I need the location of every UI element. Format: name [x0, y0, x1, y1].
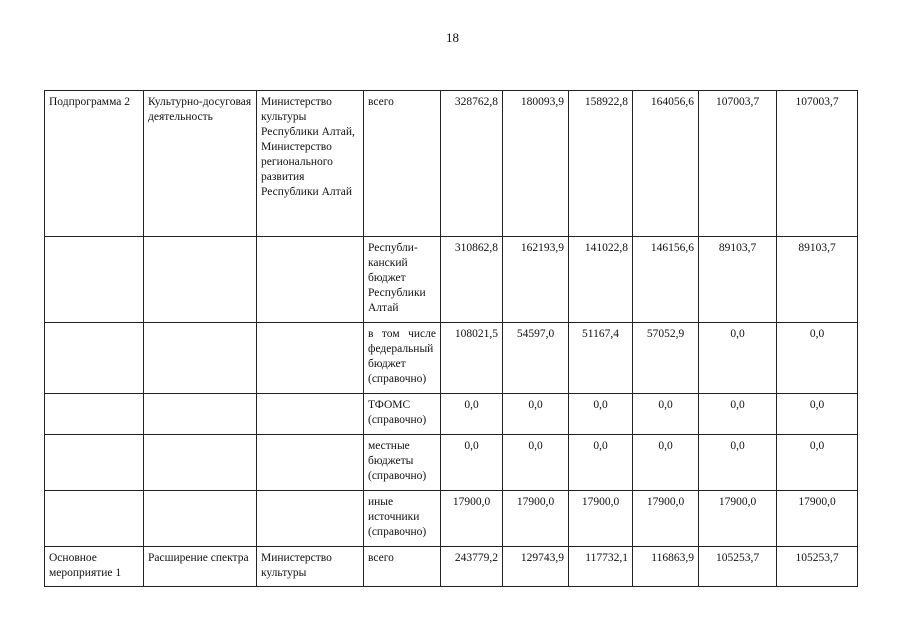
source-cell: в том числе федеральный бюджет (справочно) [364, 323, 441, 394]
executor-cell [257, 323, 364, 394]
value-cell: 146156,6 [633, 237, 699, 323]
program-cell: Подпрограмма 2 [45, 91, 144, 237]
value-cell: 107003,7 [699, 91, 777, 237]
value-cell: 158922,8 [569, 91, 633, 237]
value-cell: 117732,1 [569, 547, 633, 587]
value-cell: 116863,9 [633, 547, 699, 587]
value-cell: 17900,0 [699, 491, 777, 547]
value-cell: 328762,8 [441, 91, 503, 237]
executor-cell [257, 491, 364, 547]
page-number: 18 [446, 30, 459, 45]
program-cell [45, 394, 144, 435]
value-cell: 0,0 [633, 435, 699, 491]
program-cell [45, 491, 144, 547]
value-cell: 0,0 [569, 394, 633, 435]
value-cell: 0,0 [699, 394, 777, 435]
value-cell: 0,0 [699, 435, 777, 491]
name-cell [144, 394, 257, 435]
value-cell: 164056,6 [633, 91, 699, 237]
program-cell: Основное мероприятие 1 [45, 547, 144, 587]
value-cell: 180093,9 [503, 91, 569, 237]
value-cell: 107003,7 [777, 91, 858, 237]
value-cell: 0,0 [441, 394, 503, 435]
value-cell: 17900,0 [503, 491, 569, 547]
name-cell [144, 323, 257, 394]
name-cell: Культурно-досуговая деятельность [144, 91, 257, 237]
table-row [45, 323, 858, 394]
table-row [45, 435, 858, 491]
source-cell: Республи-канский бюджет Республики Алтай [364, 237, 441, 323]
value-cell: 0,0 [633, 394, 699, 435]
value-cell: 57052,9 [633, 323, 699, 394]
executor-cell [257, 394, 364, 435]
name-cell: Расширение спектра [144, 547, 257, 587]
table-row [45, 91, 858, 237]
value-cell: 129743,9 [503, 547, 569, 587]
program-cell [45, 237, 144, 323]
executor-cell: Министерство культуры Республики Алтай, Министерство регионального развития Республики Алтай [257, 91, 364, 237]
source-cell: иные источники (справочно) [364, 491, 441, 547]
value-cell: 0,0 [777, 394, 858, 435]
value-cell: 0,0 [569, 435, 633, 491]
table-row [45, 547, 858, 587]
source-cell: всего [364, 547, 441, 587]
value-cell: 51167,4 [569, 323, 633, 394]
value-cell: 162193,9 [503, 237, 569, 323]
table-row [45, 491, 858, 547]
source-cell: всего [364, 91, 441, 237]
name-cell [144, 237, 257, 323]
value-cell: 0,0 [777, 323, 858, 394]
program-cell [45, 323, 144, 394]
value-cell: 54597,0 [503, 323, 569, 394]
name-cell [144, 435, 257, 491]
value-cell: 105253,7 [777, 547, 858, 587]
value-cell: 89103,7 [699, 237, 777, 323]
value-cell: 17900,0 [441, 491, 503, 547]
value-cell: 0,0 [441, 435, 503, 491]
executor-cell: Министерство культуры [257, 547, 364, 587]
value-cell: 17900,0 [569, 491, 633, 547]
value-cell: 105253,7 [699, 547, 777, 587]
name-cell [144, 491, 257, 547]
value-cell: 310862,8 [441, 237, 503, 323]
value-cell: 108021,5 [441, 323, 503, 394]
source-cell: ТФОМС (справочно) [364, 394, 441, 435]
value-cell: 0,0 [503, 435, 569, 491]
value-cell: 17900,0 [777, 491, 858, 547]
value-cell: 0,0 [503, 394, 569, 435]
value-cell: 243779,2 [441, 547, 503, 587]
value-cell: 89103,7 [777, 237, 858, 323]
executor-cell [257, 435, 364, 491]
source-cell: местные бюджеты (справочно) [364, 435, 441, 491]
value-cell: 0,0 [777, 435, 858, 491]
program-cell [45, 435, 144, 491]
table-row [45, 237, 858, 323]
value-cell: 141022,8 [569, 237, 633, 323]
budget-table [44, 90, 858, 587]
executor-cell [257, 237, 364, 323]
value-cell: 0,0 [699, 323, 777, 394]
table-row [45, 394, 858, 435]
value-cell: 17900,0 [633, 491, 699, 547]
